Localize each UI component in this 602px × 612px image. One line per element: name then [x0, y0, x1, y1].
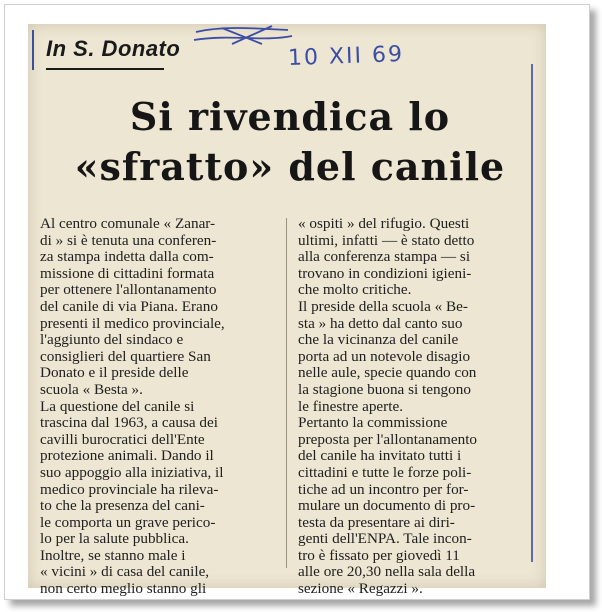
article-line: to che la presenza del cani- — [40, 497, 205, 515]
article-line: trovano in condizioni igieni- — [298, 264, 472, 282]
section-label: In S. Donato — [46, 36, 181, 61]
article-line: genti dell'ENPA. Tale incon- — [298, 530, 472, 548]
article-line: testa da presentare ai diri- — [298, 513, 455, 531]
article-line: Pertanto la commissione — [298, 414, 448, 432]
article-line: cavilli burocratici dell'Ente — [40, 430, 205, 448]
article-line: sta » ha detto dal canto suo — [298, 314, 463, 332]
article-line: alla conferenza stampa — si — [298, 248, 471, 266]
article-line: La questione del canile si — [40, 397, 195, 415]
article-line: presenti il medico provinciale, — [40, 314, 225, 332]
article-line: medico provinciale ha rileva- — [40, 480, 219, 498]
column-divider — [286, 218, 287, 568]
article-line: preposta per l'allontanamento — [298, 430, 478, 448]
blue-pen-mark — [32, 30, 34, 70]
headline — [30, 92, 550, 192]
article-line: protezione animali. Dando il — [40, 447, 214, 465]
article-line: trascina dal 1963, a causa dei — [40, 414, 218, 432]
headline-line-1: Si rivendica lo — [129, 94, 451, 139]
article-line: che molto critiche. — [298, 281, 412, 299]
article-line: Donato e il preside delle — [40, 364, 189, 382]
article-line: la stagione buona si tengono — [298, 380, 471, 398]
article-line: nelle aule, specie quando con — [298, 364, 477, 382]
article-line: le finestre aperte. — [298, 397, 403, 415]
section-underline — [46, 68, 164, 70]
article-line: di » si è tenuta una conferen- — [40, 231, 217, 249]
article-line: lo per la salute pubblica. — [40, 530, 189, 548]
article-line: « ospiti » del rifugio. Questi — [298, 215, 470, 232]
article-line: missione di cittadini formata — [40, 264, 215, 282]
article-line: scuola « Besta ». — [40, 380, 143, 398]
article-line: « vicini » di casa del canile, — [40, 563, 210, 581]
article-line: le comporta un grave perico- — [40, 513, 216, 531]
article-line: per ottenere l'allontanamento — [40, 281, 217, 299]
article-line: che la vicinanza del canile — [298, 331, 459, 349]
article-line: Inoltre, se stanno male i — [40, 546, 186, 564]
headline-line-2: «sfratto» del canile — [74, 144, 506, 189]
article-line: l'aggiunto del sindaco e — [40, 331, 184, 349]
article-line: za stampa indetta dalla com- — [40, 248, 214, 266]
article-line: ultimi, infatti — è stato detto — [298, 231, 475, 249]
article-line: Al centro comunale « Zanar- — [40, 215, 216, 232]
article-line: suo appoggio alla iniziativa, il — [40, 463, 224, 481]
article-line: del canile ha invitato tutti i — [298, 447, 462, 465]
article-line: Il preside della scuola « Be- — [298, 297, 468, 315]
article-line: porta ad un notevole disagio — [298, 347, 471, 365]
article-line: del canile di via Piana. Erano — [40, 297, 218, 315]
article-line: tro è fissato per giovedì 11 — [298, 546, 460, 564]
article-line: cittadini e tutte le forze poli- — [298, 463, 472, 481]
article-line: non certo meglio stanno gli — [40, 580, 207, 598]
article-column-left — [40, 216, 276, 598]
article-line: alle ore 20,30 nella sala della — [298, 563, 476, 581]
article-line: consiglieri del quartiere San — [40, 347, 211, 365]
article-line: sezione « Regazzi ». — [298, 580, 423, 598]
handwritten-scribble — [192, 22, 302, 52]
article-line: mulare un documento di pro- — [298, 497, 476, 515]
article-line: tiche ad un incontro per for- — [298, 480, 469, 498]
handwritten-date: 10 XII 69 — [287, 41, 405, 72]
article-column-right — [298, 216, 536, 598]
